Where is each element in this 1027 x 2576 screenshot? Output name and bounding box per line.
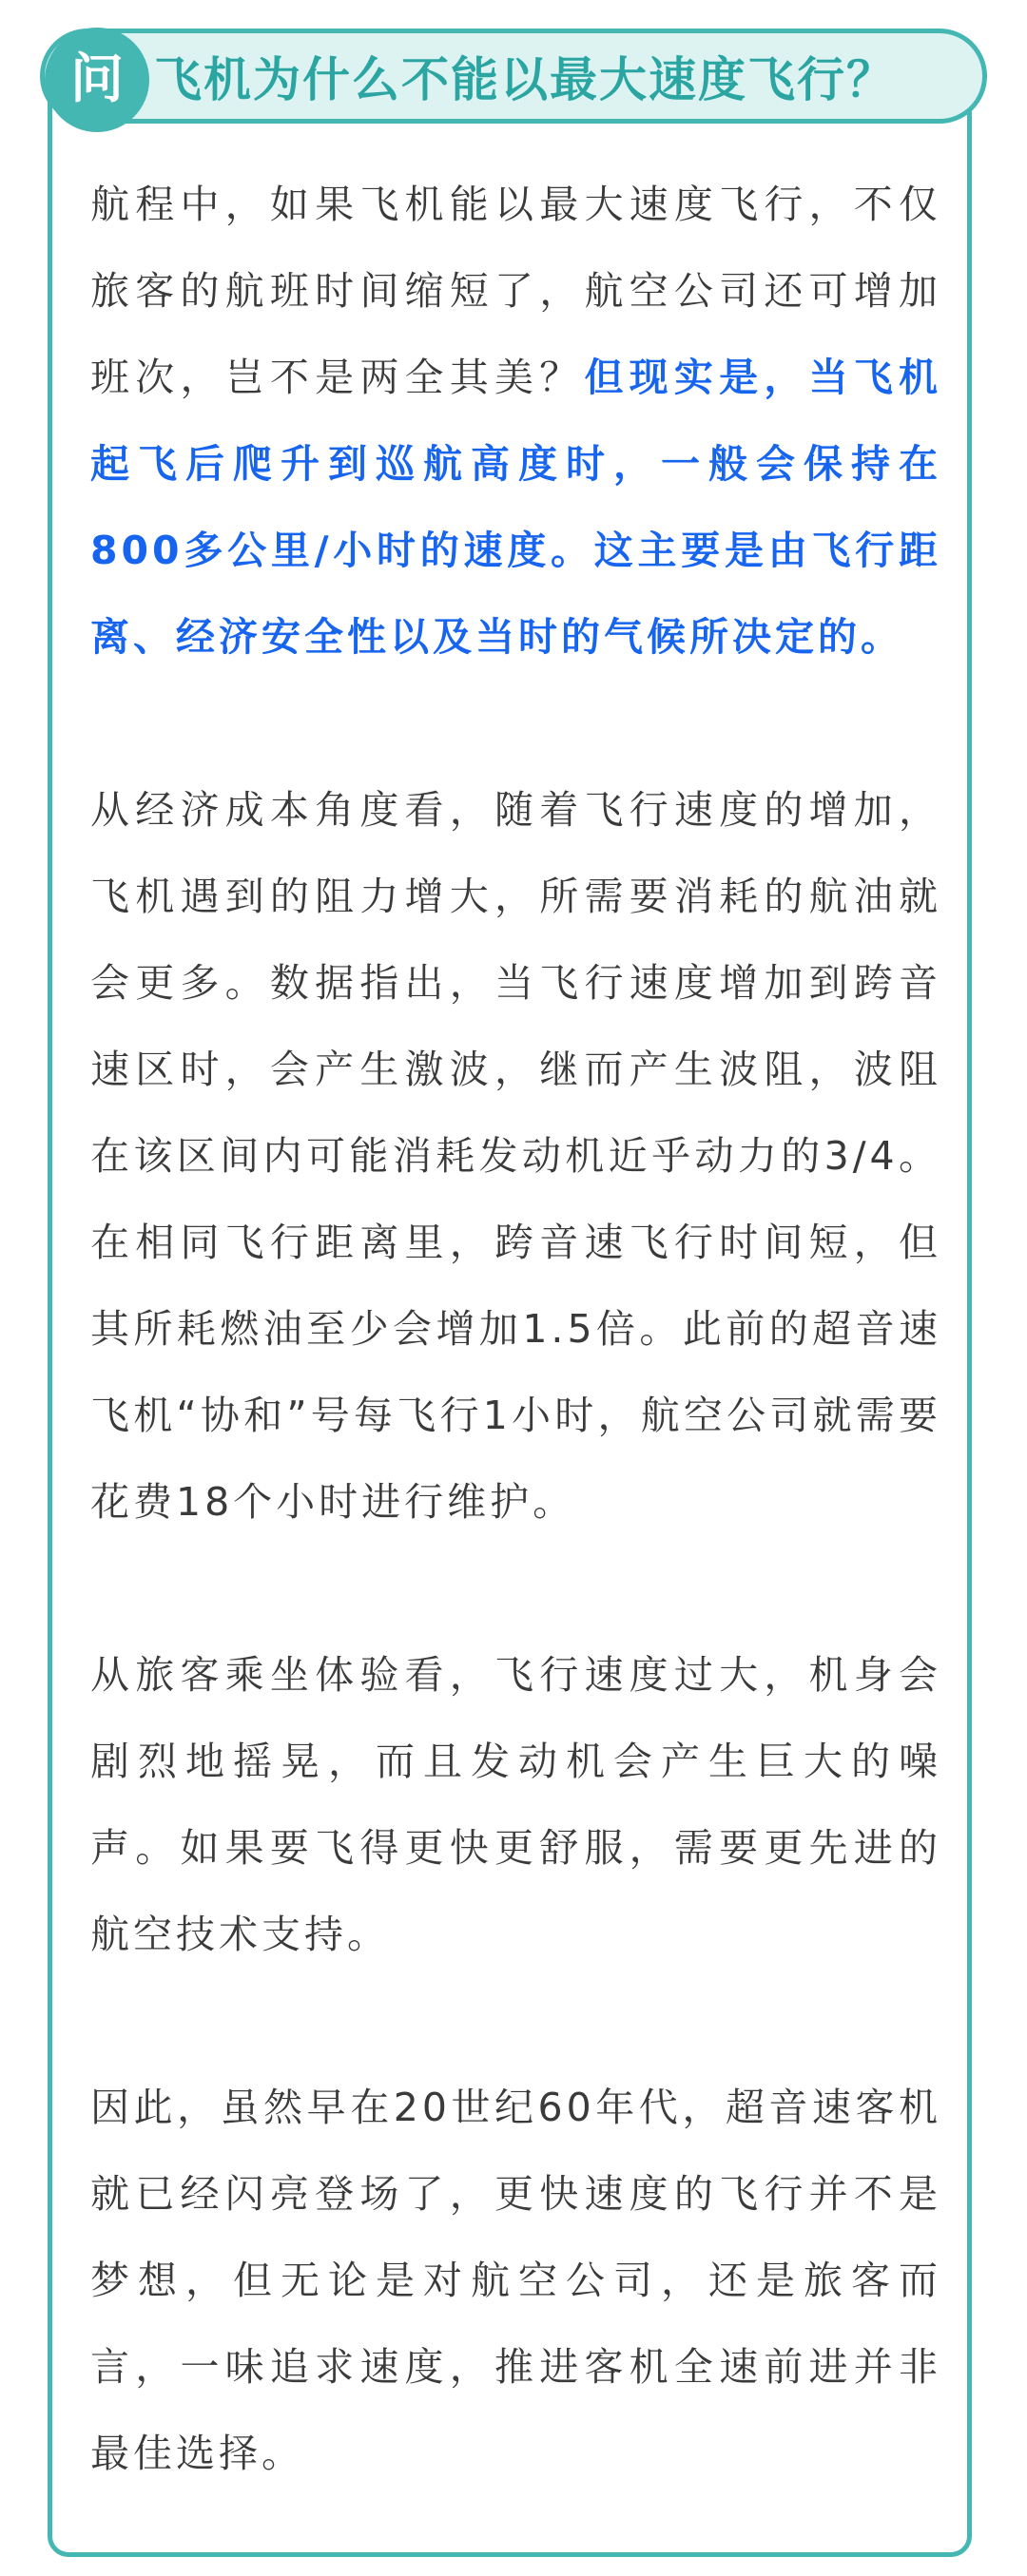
- paragraph-passenger-experience: 从旅客乘坐体验看，飞行速度过大，机身会剧烈地摇晃，而且发动机会产生巨大的噪声。如果要飞得更快更舒服，需要更先进的航空技术支持。: [90, 1652, 941, 1957]
- question-badge-label: 问: [70, 48, 124, 110]
- paragraph-intro: [90, 162, 941, 681]
- highlighted-statement: 但现实是，当飞机起飞后爬升到巡航高度时，一般会保持在800多公里/小时的速度。这主要是由飞行距离、经济安全性以及当时的气候所决定的。: [90, 355, 942, 660]
- paragraph-conclusion: 因此，虽然早在20世纪60年代，超音速客机就已经闪亮登场了，更快速度的飞行并不是梦想，但无论是对航空公司，还是旅客而言，一味追求速度，推进客机全速前进并非最佳选择。: [90, 2085, 941, 2476]
- question-badge: [45, 28, 149, 132]
- article-body: [90, 162, 941, 2497]
- question-header: [40, 29, 987, 124]
- paragraph-intro-text: 航程中，如果飞机能以最大速度飞行，不仅旅客的航班时间缩短了，航空公司还可增加班次，岂不是两全其美？: [90, 182, 941, 400]
- question-title: 飞机为什么不能以最大速度飞行？: [154, 52, 896, 107]
- paragraph-economic-cost: 从经济成本角度看，随着飞行速度的增加，飞机遇到的阻力增大，所需要消耗的航油就会更多。数据指出，当飞行速度增加到跨音速区时，会产生激波，继而产生波阻，波阻在该区间内可能消耗发动机近乎动力的3/4。在相同飞行距离里，跨音速飞行时间短，但其所耗燃油至少会增加1.5倍。此前的超音速飞机“协和”号每飞行1小时，航空公司就需要花费18个小时进行维护。: [90, 787, 941, 1525]
